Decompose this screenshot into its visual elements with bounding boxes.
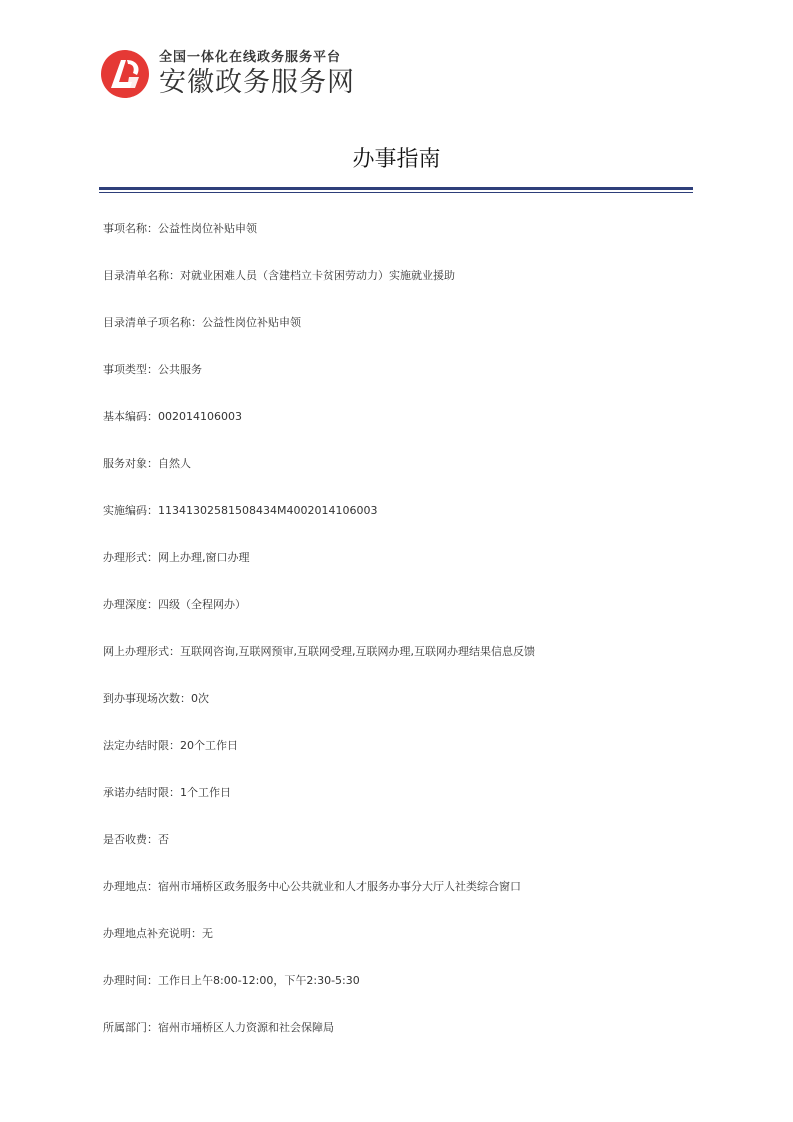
- site-name: 安徽政务服务网: [159, 66, 355, 98]
- logo-text: [159, 50, 355, 99]
- field-label: 目录清单名称：: [103, 269, 180, 282]
- field-department: [103, 1020, 703, 1067]
- field-value: 对就业困难人员（含建档立卡贫困劳动力）实施就业援助: [180, 269, 455, 282]
- platform-subtitle: 全国一体化在线政务服务平台: [159, 49, 342, 65]
- field-value: 20个工作日: [180, 739, 238, 752]
- field-handling-depth: [103, 597, 703, 644]
- field-label: 实施编码：: [103, 504, 158, 517]
- site-header: [99, 46, 355, 102]
- field-service-target: [103, 456, 703, 503]
- field-label: 办理深度：: [103, 598, 158, 611]
- field-value: 工作日上午8:00-12:00，下午2:30-5:30: [158, 974, 360, 987]
- field-implementation-code: [103, 503, 703, 550]
- page-title: 办事指南: [352, 147, 441, 172]
- field-label: 目录清单子项名称：: [103, 316, 202, 329]
- guide-fields: [103, 221, 703, 1067]
- field-office-hours: [103, 973, 703, 1020]
- field-label: 事项名称：: [103, 222, 158, 235]
- field-label: 是否收费：: [103, 833, 158, 846]
- field-value: 002014106003: [158, 410, 242, 423]
- field-value: 11341302581508434M4002014106003: [158, 504, 378, 517]
- field-value: 公共服务: [158, 363, 202, 376]
- field-item-name: [103, 221, 703, 268]
- field-value: 0次: [191, 692, 209, 705]
- title-divider: [99, 187, 693, 193]
- field-value: 互联网咨询,互联网预审,互联网受理,互联网办理,互联网办理结果信息反馈: [180, 645, 535, 658]
- field-legal-time-limit: [103, 738, 703, 785]
- field-label: 网上办理形式：: [103, 645, 180, 658]
- field-catalog-name: [103, 268, 703, 315]
- field-label: 到办事现场次数：: [103, 692, 191, 705]
- field-label: 事项类型：: [103, 363, 158, 376]
- field-value: 四级（全程网办）: [158, 598, 246, 611]
- field-catalog-subitem: [103, 315, 703, 362]
- field-handling-form: [103, 550, 703, 597]
- field-onsite-visits: [103, 691, 703, 738]
- field-promised-time-limit: [103, 785, 703, 832]
- field-label: 基本编码：: [103, 410, 158, 423]
- field-label: 法定办结时限：: [103, 739, 180, 752]
- field-online-form: [103, 644, 703, 691]
- anhui-gov-logo-icon: [99, 48, 151, 100]
- field-label: 所属部门：: [103, 1021, 158, 1034]
- field-value: 公益性岗位补贴申领: [158, 222, 257, 235]
- field-label: 办理地点补充说明：: [103, 927, 202, 940]
- field-label: 办理地点：: [103, 880, 158, 893]
- field-label: 办理形式：: [103, 551, 158, 564]
- field-basic-code: [103, 409, 703, 456]
- field-value: 自然人: [158, 457, 191, 470]
- field-value: 公益性岗位补贴申领: [202, 316, 301, 329]
- field-fee: [103, 832, 703, 879]
- field-item-type: [103, 362, 703, 409]
- field-label: 承诺办结时限：: [103, 786, 180, 799]
- field-value: 无: [202, 927, 213, 940]
- field-value: 1个工作日: [180, 786, 231, 799]
- field-value: 否: [158, 833, 169, 846]
- field-value: 宿州市埇桥区人力资源和社会保障局: [158, 1021, 334, 1034]
- field-label: 办理时间：: [103, 974, 158, 987]
- field-value: 网上办理,窗口办理: [158, 551, 250, 564]
- field-value: 宿州市埇桥区政务服务中心公共就业和人才服务办事分大厅人社类综合窗口: [158, 880, 521, 893]
- field-location: [103, 879, 703, 926]
- field-label: 服务对象：: [103, 457, 158, 470]
- field-location-note: [103, 926, 703, 973]
